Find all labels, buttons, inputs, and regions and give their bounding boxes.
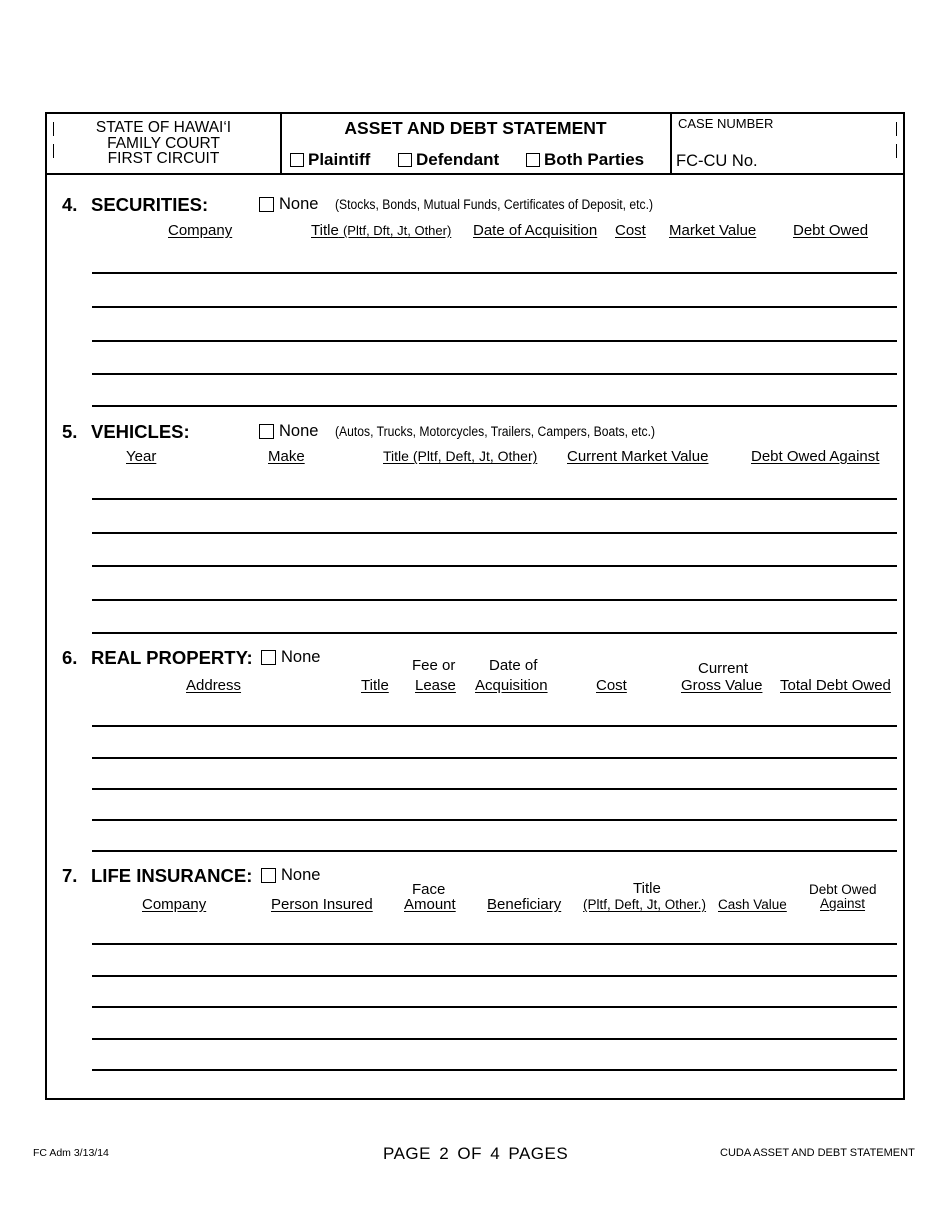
col-year: Year <box>126 448 157 465</box>
col-beneficiary: Beneficiary <box>487 896 562 913</box>
vehicles-entry-line[interactable] <box>92 565 897 567</box>
life-insurance-none-option[interactable] <box>261 866 320 885</box>
col-address: Address <box>186 677 242 694</box>
securities-none-option[interactable] <box>259 195 318 214</box>
col-title-top: Title <box>633 880 661 897</box>
col-fee-bottom: Lease <box>415 677 456 694</box>
both-parties-checkbox[interactable] <box>526 153 540 167</box>
form-frame <box>45 112 905 1100</box>
securities-entry-line[interactable] <box>92 405 897 407</box>
col-cost: Cost <box>596 677 627 694</box>
section-title: SECURITIES: <box>91 194 209 215</box>
securities-entry-line[interactable] <box>92 340 897 342</box>
court-block <box>47 120 280 167</box>
both-parties-option[interactable] <box>526 150 644 170</box>
col-date-bottom: Acquisition <box>475 677 548 694</box>
section-title: LIFE INSURANCE: <box>91 865 253 886</box>
col-person-insured: Person Insured <box>271 896 373 913</box>
col-title-bottom: (Pltf, Deft, Jt, Other.) <box>583 897 707 912</box>
court-state: STATE OF HAWAI‘I <box>95 119 232 136</box>
defendant-option[interactable] <box>398 150 499 170</box>
real-property-entry-line[interactable] <box>92 819 897 821</box>
case-number-label: CASE NUMBER <box>678 116 774 131</box>
vehicles-entry-line[interactable] <box>92 599 897 601</box>
page-number: PAGE 2 OF 4 PAGES <box>383 1144 569 1163</box>
col-debt-owed-against: Debt Owed Against <box>751 448 880 465</box>
section-number: 7. <box>62 865 78 886</box>
form-version: FC Adm 3/13/14 <box>33 1147 109 1159</box>
col-title: Title <box>361 677 389 694</box>
form-name: CUDA ASSET AND DEBT STATEMENT <box>720 1147 915 1159</box>
securities-entry-line[interactable] <box>92 306 897 308</box>
court-name: FAMILY COURT <box>107 134 220 152</box>
life-insurance-entry-line[interactable] <box>92 1006 897 1008</box>
plaintiff-option[interactable] <box>290 150 370 170</box>
col-title <box>311 222 451 239</box>
col-gross-bottom: Gross Value <box>681 677 763 694</box>
life-insurance-entry-line[interactable] <box>92 943 897 945</box>
section-title: REAL PROPERTY: <box>91 647 253 668</box>
securities-none-checkbox[interactable] <box>259 197 274 212</box>
life-insurance-entry-line[interactable] <box>92 1038 897 1040</box>
life-insurance-none-checkbox[interactable] <box>261 868 276 883</box>
section-number: 6. <box>62 647 78 668</box>
none-label: None <box>279 422 319 440</box>
vehicles-description: (Autos, Trucks, Motorcycles, Trailers, Campers, Boats, etc.) <box>335 424 656 439</box>
none-label: None <box>279 195 319 213</box>
col-market-value: Market Value <box>669 222 757 239</box>
col-title: Title (Pltf, Deft, Jt, Other) <box>383 448 538 464</box>
col-make: Make <box>268 448 305 465</box>
col-date-top: Date of <box>489 657 538 674</box>
plaintiff-label: Plaintiff <box>308 150 371 169</box>
securities-entry-line[interactable] <box>92 373 897 375</box>
vehicles-entry-line[interactable] <box>92 532 897 534</box>
securities-entry-line[interactable] <box>92 272 897 274</box>
col-face-top: Face <box>412 881 446 898</box>
col-face-bottom: Amount <box>404 896 456 913</box>
vehicles-none-checkbox[interactable] <box>259 424 274 439</box>
life-insurance-entry-line[interactable] <box>92 1069 897 1071</box>
life-insurance-entry-line[interactable] <box>92 975 897 977</box>
col-date-of-acquisition: Date of Acquisition <box>473 222 598 239</box>
defendant-label: Defendant <box>416 150 500 169</box>
court-circuit: FIRST CIRCUIT <box>107 150 220 167</box>
real-property-entry-line[interactable] <box>92 850 897 852</box>
col-company: Company <box>142 896 207 913</box>
both-parties-label: Both Parties <box>544 150 645 169</box>
section-title: VEHICLES: <box>91 421 190 442</box>
section-number: 5. <box>62 421 78 442</box>
col-total-debt-owed: Total Debt Owed <box>780 677 891 694</box>
real-property-none-checkbox[interactable] <box>261 650 276 665</box>
col-fee-top: Fee or <box>412 657 456 674</box>
securities-description: (Stocks, Bonds, Mutual Funds, Certificates of Deposit, etc.) <box>335 197 654 212</box>
form-title: ASSET AND DEBT STATEMENT <box>344 118 607 138</box>
col-debt-top: Debt Owed <box>809 882 877 897</box>
col-gross-top: Current <box>698 660 749 677</box>
vehicles-entry-line[interactable] <box>92 632 897 634</box>
vehicles-entry-line[interactable] <box>92 498 897 500</box>
col-debt-bottom: Against <box>820 896 866 911</box>
plaintiff-checkbox[interactable] <box>290 153 304 167</box>
none-label: None <box>281 648 321 666</box>
none-label: None <box>281 866 321 884</box>
case-number-field[interactable]: FC-CU No. <box>676 152 758 170</box>
col-cash-value: Cash Value <box>718 897 787 912</box>
real-property-entry-line[interactable] <box>92 757 897 759</box>
real-property-entry-line[interactable] <box>92 725 897 727</box>
section-number: 4. <box>62 194 78 215</box>
real-property-entry-line[interactable] <box>92 788 897 790</box>
col-title-label: Title <box>311 222 339 239</box>
col-title-hint: (Pltf, Dft, Jt, Other) <box>342 223 452 238</box>
col-debt-owed: Debt Owed <box>793 222 869 239</box>
col-company: Company <box>168 222 233 239</box>
col-current-market-value: Current Market Value <box>567 448 709 465</box>
defendant-checkbox[interactable] <box>398 153 412 167</box>
real-property-none-option[interactable] <box>261 648 320 667</box>
col-cost: Cost <box>615 222 646 239</box>
vehicles-none-option[interactable] <box>259 422 318 441</box>
